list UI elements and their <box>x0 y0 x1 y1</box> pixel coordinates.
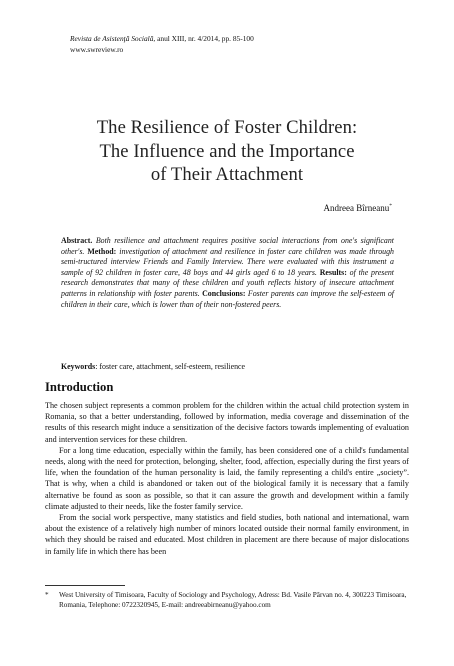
journal-issue: , anul XIII, nr. 4/2014, pp. 85-100 <box>153 34 254 43</box>
keywords-label: Keywords <box>61 362 96 371</box>
footnote-divider <box>45 585 125 586</box>
body-text <box>45 400 409 557</box>
paragraph-1: The chosen subject represents a common problem for the children within the actual child protection system in Romania, so that a better understanding, followed by information, media coverage and dissemination of the results of this research might induce a sensitization of the decisive factors towards implementing of evaluation and intervention services for these children. <box>45 401 409 444</box>
journal-header <box>70 34 254 55</box>
conclusions-label: Conclusions: <box>202 288 246 298</box>
author-footnote-marker: * <box>389 203 392 209</box>
title-line-1: The Resilience of Foster Children: <box>96 117 358 138</box>
keywords-text: : foster care, attachment, self-esteem, resilience <box>95 362 246 371</box>
paper-title <box>60 116 394 187</box>
abstract <box>61 236 394 310</box>
footnote <box>45 590 410 610</box>
results-text: of the present research demonstrates that many of these children and youth reflects history of insecure attachment patterns in relationship with foster parents. <box>61 267 394 298</box>
author-name: Andreea Bîrneanu <box>323 203 390 213</box>
title-line-3: of Their Attachment <box>150 164 304 185</box>
author <box>324 203 392 213</box>
paragraph-2: For a long time education, especially within the family, has been considered one of a child's fundamental needs, along with the need for protection, belonging, shelter, food, affection, especially during the first years of life, when the foundation of the human personality is laid, the family representing a child's entire „society”. That is why, when a child is abandoned or taken out of the biological family it is necessary that a family alternative be found as soon as possible, so that it can assure the growth and development within a family climate adjusted to their needs, like the foster family service. <box>45 445 409 511</box>
abstract-label: Abstract. <box>61 236 93 245</box>
journal-name: Revista de Asistenţă Socială <box>70 34 154 43</box>
results-label: Results: <box>319 267 347 277</box>
footnote-text: West University of Timisoara, Faculty of Sociology and Psychology, Adress: Bd. Vasile Pârvan no. 4, 300223 Timisoara, Romania, Telephone: 0722320945, E-mail: andreeabirneanu@yahoo.com <box>59 591 407 610</box>
journal-website: www.swreview.ro <box>70 44 124 54</box>
section-heading-introduction: Introduction <box>45 380 114 394</box>
title-line-2: The Influence and the Importance <box>99 140 355 162</box>
method-text: investigation of attachment and resilience in foster care children was made through semi-tructured interview Friends and Family Interview. There were evaluated with this instrument a sample of 92 children in foster care, 48 boys and 44 girls aged 6 to 18 years. <box>61 246 394 277</box>
method-label: Method: <box>87 246 117 256</box>
conclusions-text: Foster parents can improve the self-esteem of children in their care, which is lower than of their non-fostered peers. <box>61 288 394 309</box>
footnote-marker: * <box>45 591 49 599</box>
abstract-text: Both resilience and attachment requires positive social interactions from one's significant other's. <box>61 236 394 256</box>
keywords <box>61 362 245 371</box>
paragraph-3: From the social work perspective, many statistics and field studies, both national and international, warn about the existence of a relatively high number of minors located outside their normal family environment, in which they should be raised and educated. Most children in placement are there because of major dislocations in family life in which there has been <box>45 513 409 556</box>
